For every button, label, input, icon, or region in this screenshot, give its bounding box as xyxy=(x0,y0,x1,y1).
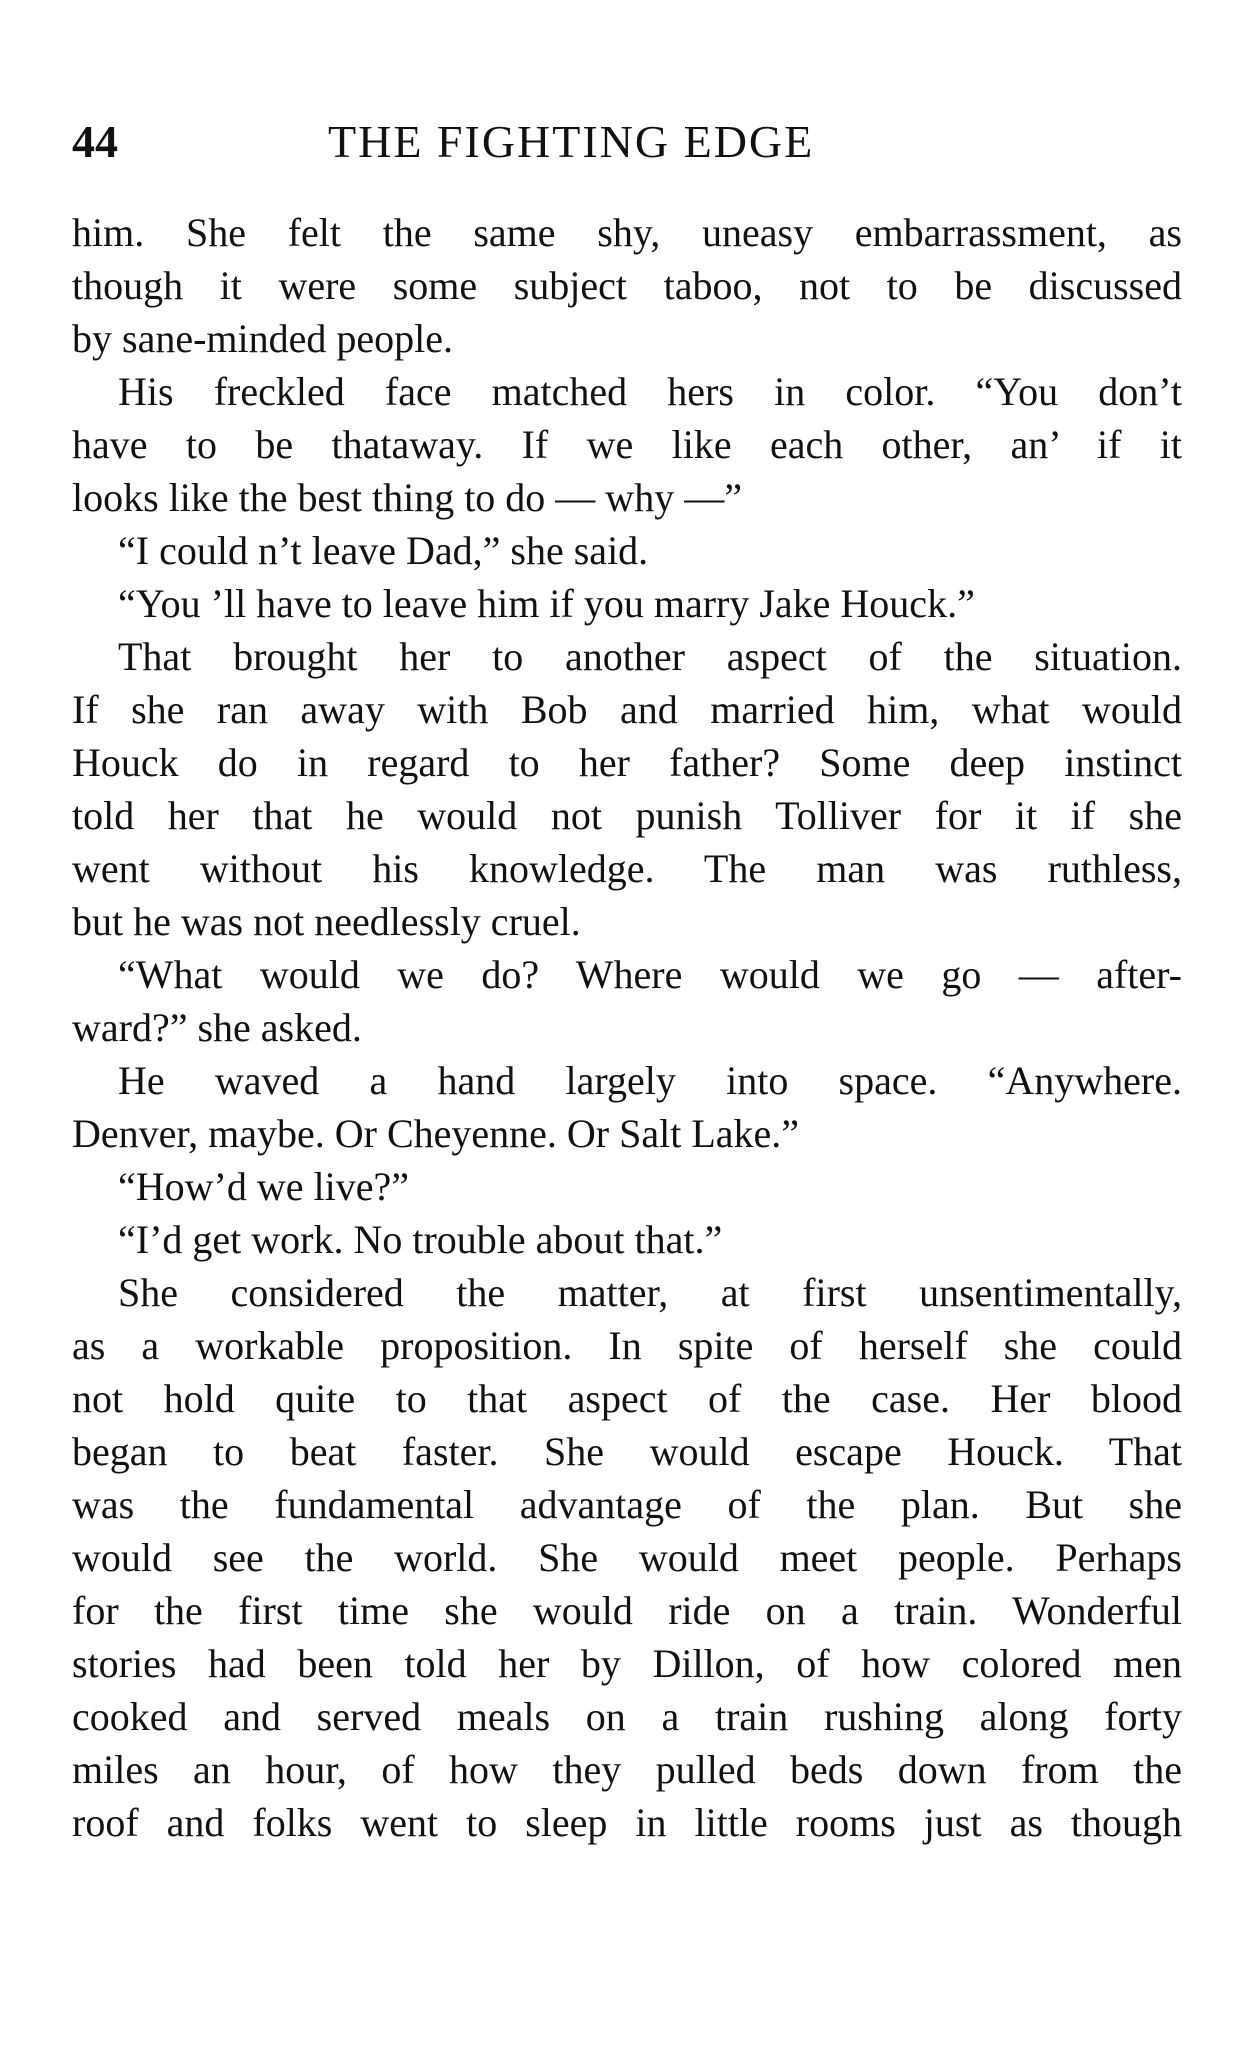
text-line: began to beat faster. She would escape Houck. That xyxy=(72,1429,1182,1474)
text-line: He waved a hand largely into space. “Anywhere. xyxy=(118,1058,1182,1103)
text-line: though it were some subject taboo, not to be discussed xyxy=(72,263,1182,308)
text-line: was the fundamental advantage of the plan. But she xyxy=(72,1482,1182,1527)
page-header xyxy=(72,112,1182,172)
text-line: roof and folks went to sleep in little rooms just as though xyxy=(72,1800,1182,1845)
text-line: but he was not needlessly cruel. xyxy=(72,899,581,944)
text-line: miles an hour, of how they pulled beds down from the xyxy=(72,1747,1182,1792)
text-line: “You ’ll have to leave him if you marry Jake Houck.” xyxy=(118,581,975,626)
text-line: “I could n’t leave Dad,” she said. xyxy=(118,528,649,573)
text-line: ward?” she asked. xyxy=(72,1005,362,1050)
text-line: If she ran away with Bob and married him, what would xyxy=(72,687,1182,732)
text-line: “What would we do? Where would we go — after- xyxy=(118,952,1182,997)
text-line: went without his knowledge. The man was ruthless, xyxy=(72,846,1182,891)
text-line: as a workable proposition. In spite of herself she could xyxy=(72,1323,1182,1368)
text-line: not hold quite to that aspect of the case. Her blood xyxy=(72,1376,1182,1421)
text-line: His freckled face matched hers in color. “You don’t xyxy=(118,369,1182,414)
text-line: told her that he would not punish Tolliver for it if she xyxy=(72,793,1182,838)
text-line: Houck do in regard to her father? Some deep instinct xyxy=(72,740,1182,785)
text-line: stories had been told her by Dillon, of how colored men xyxy=(72,1641,1182,1686)
text-line: him. She felt the same shy, uneasy embarrassment, as xyxy=(72,210,1182,255)
text-line: “I’d get work. No trouble about that.” xyxy=(118,1217,723,1262)
text-line: Denver, maybe. Or Cheyenne. Or Salt Lake.” xyxy=(72,1111,800,1156)
text-line: have to be thataway. If we like each other, an’ if it xyxy=(72,422,1182,467)
page-number: 44 xyxy=(72,116,118,167)
text-line: “How’d we live?” xyxy=(118,1164,409,1209)
text-line: would see the world. She would meet people. Perhaps xyxy=(72,1535,1182,1580)
text-line: That brought her to another aspect of the situation. xyxy=(118,634,1182,679)
text-line: looks like the best thing to do — why —” xyxy=(72,475,742,520)
text-line: She considered the matter, at first unsentimentally, xyxy=(118,1270,1182,1315)
text-line: by sane-minded people. xyxy=(72,316,453,361)
text-line: cooked and served meals on a train rushing along forty xyxy=(72,1694,1182,1739)
text-line: for the first time she would ride on a train. Wonderful xyxy=(72,1588,1182,1633)
running-head: THE FIGHTING EDGE xyxy=(328,116,815,167)
